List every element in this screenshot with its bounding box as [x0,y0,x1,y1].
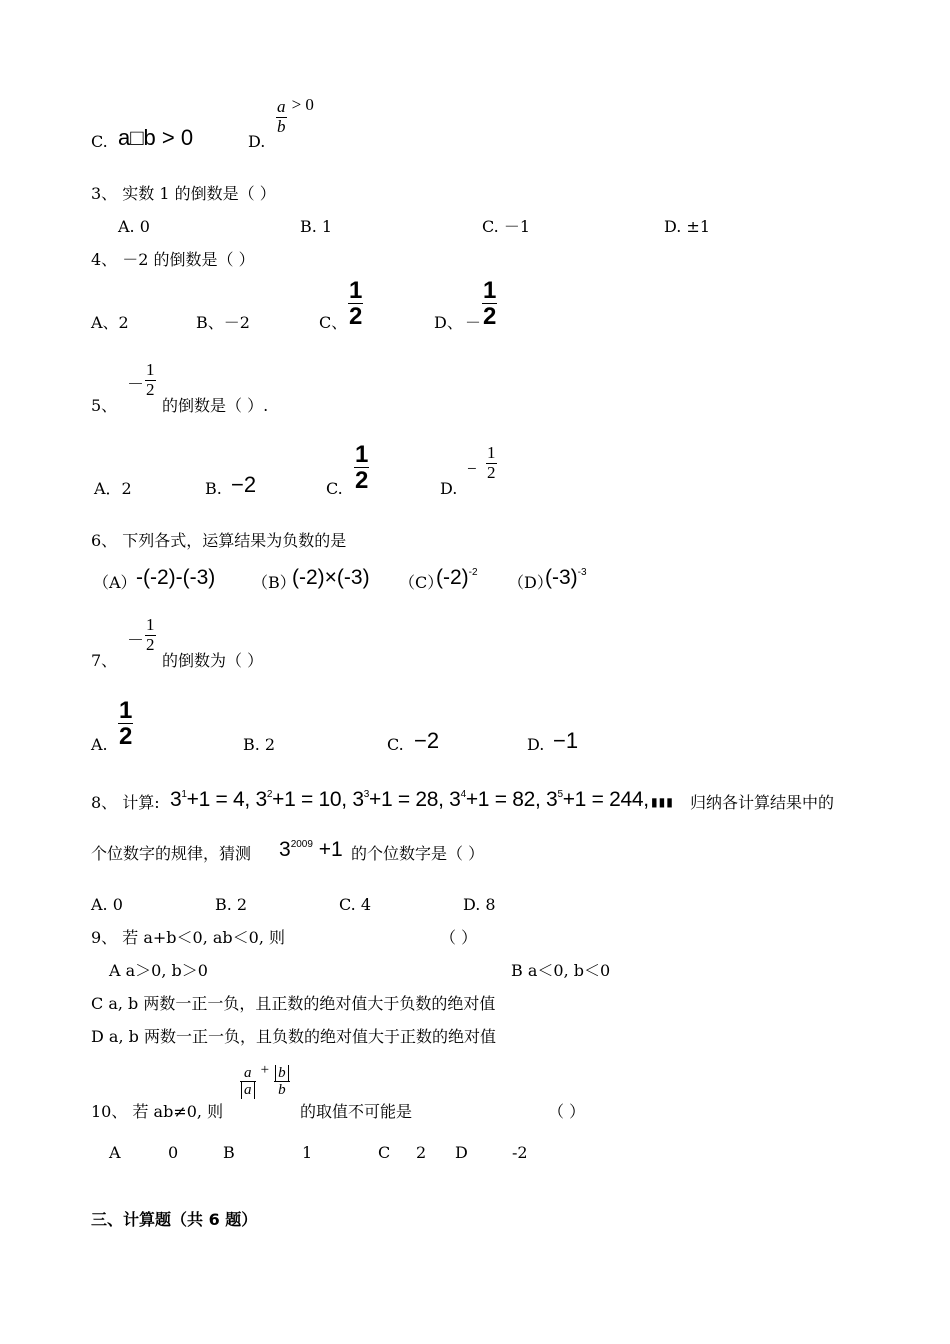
q9-option-b: B a＜0, b＜0 [511,961,611,980]
q9-stem: 9、 若 a+b＜0, ab＜0, 则 [91,928,286,947]
q2-option-d-label: D. [248,132,266,151]
q5-option-b-expr: −2 [231,472,257,497]
q7-option-a-label: A. [91,735,108,754]
q5-fraction: $\frac{1}{2}$ [146,360,155,399]
q3-option-b: B. 1 [300,217,333,236]
q5-number: 5、 [91,396,118,415]
q7-option-b: B. 2 [243,735,276,754]
q6-option-c-expr: $(-2)^{-2}$ [436,566,478,589]
q10-option-b-label: B [223,1143,235,1162]
q4-option-c-fraction: $\frac{1}{2}$ [349,277,363,331]
q10-option-d-value: -2 [512,1143,528,1162]
q4-option-c-label: C、 [319,313,348,332]
q7-stem: 的倒数为（ ） [162,651,264,670]
q2-option-c-label: C. [91,132,108,151]
q4-option-d-fraction: $\frac{1}{2}$ [483,277,497,331]
q2-option-c-expr: a□b > 0 [118,125,194,150]
q10-option-b-value: 1 [302,1143,313,1162]
q4-option-a: A、2 [91,313,129,332]
q9-option-a: A a＞0, b＞0 [109,961,208,980]
q8-option-b: B. 2 [215,895,248,914]
q2-option-d-expr: $\frac{a}{b}$ > 0 [277,95,314,136]
q7-option-d-expr: −1 [553,728,579,753]
q7-option-d-label: D. [527,735,545,754]
q6-option-a-expr: -(-2)-(-3) [136,566,216,589]
q6-option-a-label: （A） [93,573,137,592]
q6-option-d-label: （D） [508,573,553,592]
q4-option-d-sign: － [465,313,482,332]
q6-option-d-expr: $(-3)^{-3}$ [545,566,587,589]
q10-option-c-label: C [378,1143,391,1162]
q10-option-a-label: A [109,1143,121,1162]
q5-option-d-sign: − [467,459,477,478]
q8-label: 8、 计算: [91,793,160,812]
q10-stem: 10、 若 ab≠0, 则 [91,1102,224,1121]
q8-line2-end: 的个位数字是（ ） [351,844,485,863]
q4-option-d-label: D、 [434,313,463,332]
q8-option-d: D. 8 [463,895,496,914]
q10-option-d-label: D [455,1143,468,1162]
q5-option-c-label: C. [326,479,343,498]
q4-stem: 4、 －2 的倒数是（ ） [91,250,255,269]
q8-option-c: C. 4 [339,895,372,914]
q4-option-b: B、－2 [196,313,250,332]
q9-option-c: C a, b 两数一正一负，且正数的绝对值大于负数的绝对值 [91,994,496,1013]
q6-option-b-expr: (-2)×(-3) [292,566,370,589]
q7-sign: － [127,631,144,650]
q5-sign: － [127,375,144,394]
q9-paren: （ ） [440,928,478,947]
q3-option-a: A. 0 [118,217,150,236]
section-3-heading: 三、计算题（共 6 题） [91,1210,258,1229]
q8-guess-expr: $3^{2009} +1$ [279,838,343,861]
q10-stem-tail: 的取值不可能是 [300,1102,413,1121]
q3-option-c: C. －1 [482,217,531,236]
q8-dots: ▮▮▮ [651,795,674,809]
q7-fraction: $\frac{1}{2}$ [146,615,155,654]
q5-option-b-label: B. [205,479,222,498]
q8-option-a: A. 0 [91,895,123,914]
q9-option-d: D a, b 两数一正一负，且负数的绝对值大于正数的绝对值 [91,1027,496,1046]
q3-stem: 3、 实数 1 的倒数是（ ） [91,184,276,203]
q10-expression: $\frac{a}{a}$ + $\frac{b}{b}$ [240,1062,290,1099]
q3-option-d: D. ±1 [664,217,711,236]
q6-option-b-label: （B） [252,573,296,592]
q8-expression: $3^1+1 = 4$, $3^2+1 = 10$, $3^3+1 = 28$, $3^4+1 = 82$, $3^5+1 = 244$, [170,788,649,811]
q7-option-a-fraction: $\frac{1}{2}$ [119,697,133,751]
q5-option-d-fraction: $\frac{1}{2}$ [487,443,496,482]
q5-option-c-fraction: $\frac{1}{2}$ [355,441,369,495]
q10-option-a-value: 0 [168,1143,179,1162]
q7-option-c-label: C. [387,735,404,754]
q7-option-c-expr: −2 [414,728,440,753]
q2-fraction: $\frac{a}{b}$ [277,97,286,136]
q5-stem: 的倒数是（ ）. [162,396,269,415]
q10-paren: （ ） [548,1102,586,1121]
q6-stem: 6、 下列各式，运算结果为负数的是 [91,531,347,550]
q5-option-d-label: D. [440,479,458,498]
q8-stem-tail: 归纳各计算结果中的 [690,793,835,812]
q7-number: 7、 [91,651,118,670]
q6-option-c-label: （C） [399,573,444,592]
q8-line2-start: 个位数字的规律，猜测 [91,844,252,863]
q5-option-a: A．2 [94,479,132,498]
q10-option-c-value: 2 [416,1143,427,1162]
